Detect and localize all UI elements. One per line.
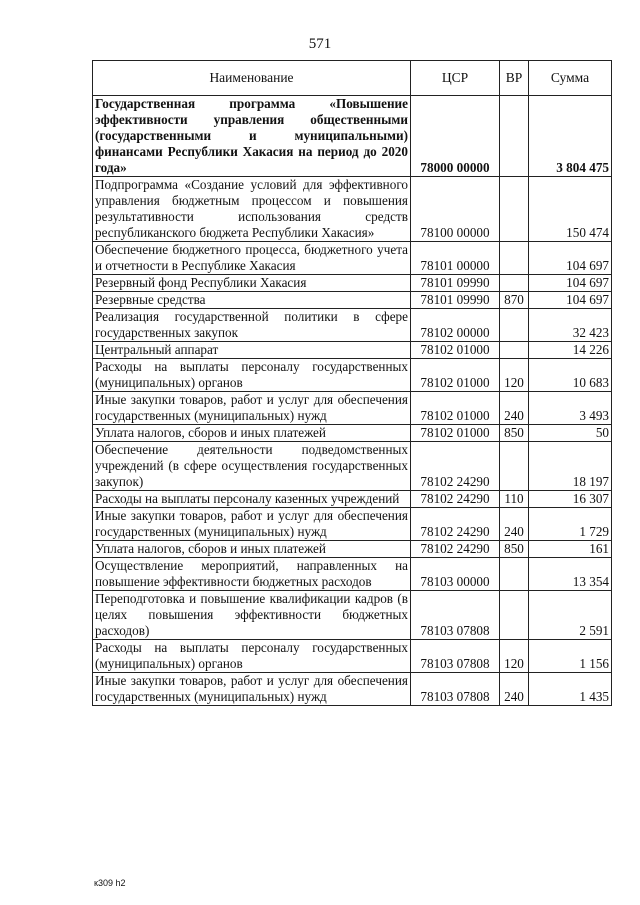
table-row: [93, 425, 612, 442]
table-row: [93, 541, 612, 558]
row-vr-cell: 850: [500, 541, 529, 558]
header-csr: ЦСР: [411, 61, 500, 96]
row-name-cell: Резервный фонд Республики Хакасия: [93, 275, 411, 292]
row-sum-cell: 50: [529, 425, 612, 442]
row-vr-cell: 240: [500, 508, 529, 541]
page-number: 571: [308, 36, 332, 52]
row-name-cell: Расходы на выплаты персоналу государственных (муниципальных) органов: [93, 359, 411, 392]
row-vr-cell: 120: [500, 640, 529, 673]
row-sum-cell: 16 307: [529, 491, 612, 508]
row-csr-cell: 78103 00000: [411, 558, 500, 591]
table-header-row: [93, 61, 612, 96]
row-sum-cell: 1 156: [529, 640, 612, 673]
header-vr: ВР: [500, 61, 529, 96]
row-vr-cell: 120: [500, 359, 529, 392]
table-row: [93, 275, 612, 292]
row-vr-cell: [500, 275, 529, 292]
row-vr-cell: [500, 242, 529, 275]
row-name-cell: Осуществление мероприятий, направленных на повышение эффективности бюджетных расходов: [93, 558, 411, 591]
row-vr-cell: 850: [500, 425, 529, 442]
row-csr-cell: 78102 00000: [411, 309, 500, 342]
row-vr-cell: 240: [500, 392, 529, 425]
row-vr-cell: [500, 558, 529, 591]
row-vr-cell: 870: [500, 292, 529, 309]
row-name-cell: Иные закупки товаров, работ и услуг для обеспечения государственных (муниципальных) нужд: [93, 508, 411, 541]
row-csr-cell: 78100 00000: [411, 177, 500, 242]
row-name-cell: Уплата налогов, сборов и иных платежей: [93, 425, 411, 442]
row-vr-cell: 110: [500, 491, 529, 508]
row-sum-cell: 150 474: [529, 177, 612, 242]
table-row: [93, 309, 612, 342]
row-csr-cell: 78102 24290: [411, 491, 500, 508]
row-sum-cell: 1 729: [529, 508, 612, 541]
table-row: [93, 342, 612, 359]
row-sum-cell: 14 226: [529, 342, 612, 359]
table-row: [93, 96, 612, 177]
row-name-cell: Реализация государственной политики в сфере государственных закупок: [93, 309, 411, 342]
row-csr-cell: 78102 01000: [411, 392, 500, 425]
row-name-cell: Переподготовка и повышение квалификации кадров (в целях повышения эффективности бюджетных расходов): [93, 591, 411, 640]
row-sum-cell: 1 435: [529, 673, 612, 706]
row-vr-cell: [500, 96, 529, 177]
row-sum-cell: 10 683: [529, 359, 612, 392]
row-sum-cell: 2 591: [529, 591, 612, 640]
row-sum-cell: 13 354: [529, 558, 612, 591]
row-name-cell: Уплата налогов, сборов и иных платежей: [93, 541, 411, 558]
row-vr-cell: [500, 442, 529, 491]
header-name: Наименование: [93, 61, 411, 96]
table-row: [93, 392, 612, 425]
row-csr-cell: 78102 01000: [411, 359, 500, 392]
row-sum-cell: 104 697: [529, 292, 612, 309]
table-row: [93, 177, 612, 242]
table-row: [93, 591, 612, 640]
table-row: [93, 558, 612, 591]
row-csr-cell: 78102 01000: [411, 425, 500, 442]
row-csr-cell: 78101 09990: [411, 275, 500, 292]
row-csr-cell: 78102 24290: [411, 442, 500, 491]
row-name-cell: Расходы на выплаты персоналу государственных (муниципальных) органов: [93, 640, 411, 673]
table-row: [93, 508, 612, 541]
table-row: [93, 640, 612, 673]
row-sum-cell: 32 423: [529, 309, 612, 342]
row-sum-cell: 18 197: [529, 442, 612, 491]
row-sum-cell: 161: [529, 541, 612, 558]
row-sum-cell: 3 493: [529, 392, 612, 425]
row-vr-cell: [500, 177, 529, 242]
table-row: [93, 359, 612, 392]
row-csr-cell: 78102 01000: [411, 342, 500, 359]
row-name-cell: Государственная программа «Повышение эффективности управления общественными (государственными и муниципальными) финансами Республики Хакасия на период до 2020 года»: [93, 96, 411, 177]
row-name-cell: Подпрограмма «Создание условий для эффективного управления бюджетным процессом и повышения результативности использования средств республиканского бюджета Республики Хакасия»: [93, 177, 411, 242]
row-sum-cell: 104 697: [529, 275, 612, 292]
row-csr-cell: 78102 24290: [411, 541, 500, 558]
row-name-cell: Иные закупки товаров, работ и услуг для обеспечения государственных (муниципальных) нужд: [93, 392, 411, 425]
row-csr-cell: 78101 00000: [411, 242, 500, 275]
table-row: [93, 491, 612, 508]
row-name-cell: Расходы на выплаты персоналу казенных учреждений: [93, 491, 411, 508]
row-csr-cell: 78102 24290: [411, 508, 500, 541]
footer-code: к309 h2: [94, 878, 126, 888]
budget-table: [92, 60, 612, 706]
row-name-cell: Обеспечение бюджетного процесса, бюджетного учета и отчетности в Республике Хакасия: [93, 242, 411, 275]
row-vr-cell: [500, 342, 529, 359]
row-vr-cell: [500, 591, 529, 640]
row-name-cell: Обеспечение деятельности подведомственных учреждений (в сфере осуществления государственных закупок): [93, 442, 411, 491]
header-sum: Сумма: [529, 61, 612, 96]
row-csr-cell: 78103 07808: [411, 640, 500, 673]
row-name-cell: Резервные средства: [93, 292, 411, 309]
row-name-cell: Иные закупки товаров, работ и услуг для обеспечения государственных (муниципальных) нужд: [93, 673, 411, 706]
row-vr-cell: 240: [500, 673, 529, 706]
table-row: [93, 673, 612, 706]
row-sum-cell: 104 697: [529, 242, 612, 275]
row-vr-cell: [500, 309, 529, 342]
table-row: [93, 242, 612, 275]
table-body: [93, 96, 612, 706]
table-row: [93, 292, 612, 309]
row-sum-cell: 3 804 475: [529, 96, 612, 177]
row-csr-cell: 78000 00000: [411, 96, 500, 177]
row-csr-cell: 78101 09990: [411, 292, 500, 309]
table-row: [93, 442, 612, 491]
row-name-cell: Центральный аппарат: [93, 342, 411, 359]
row-csr-cell: 78103 07808: [411, 673, 500, 706]
row-csr-cell: 78103 07808: [411, 591, 500, 640]
